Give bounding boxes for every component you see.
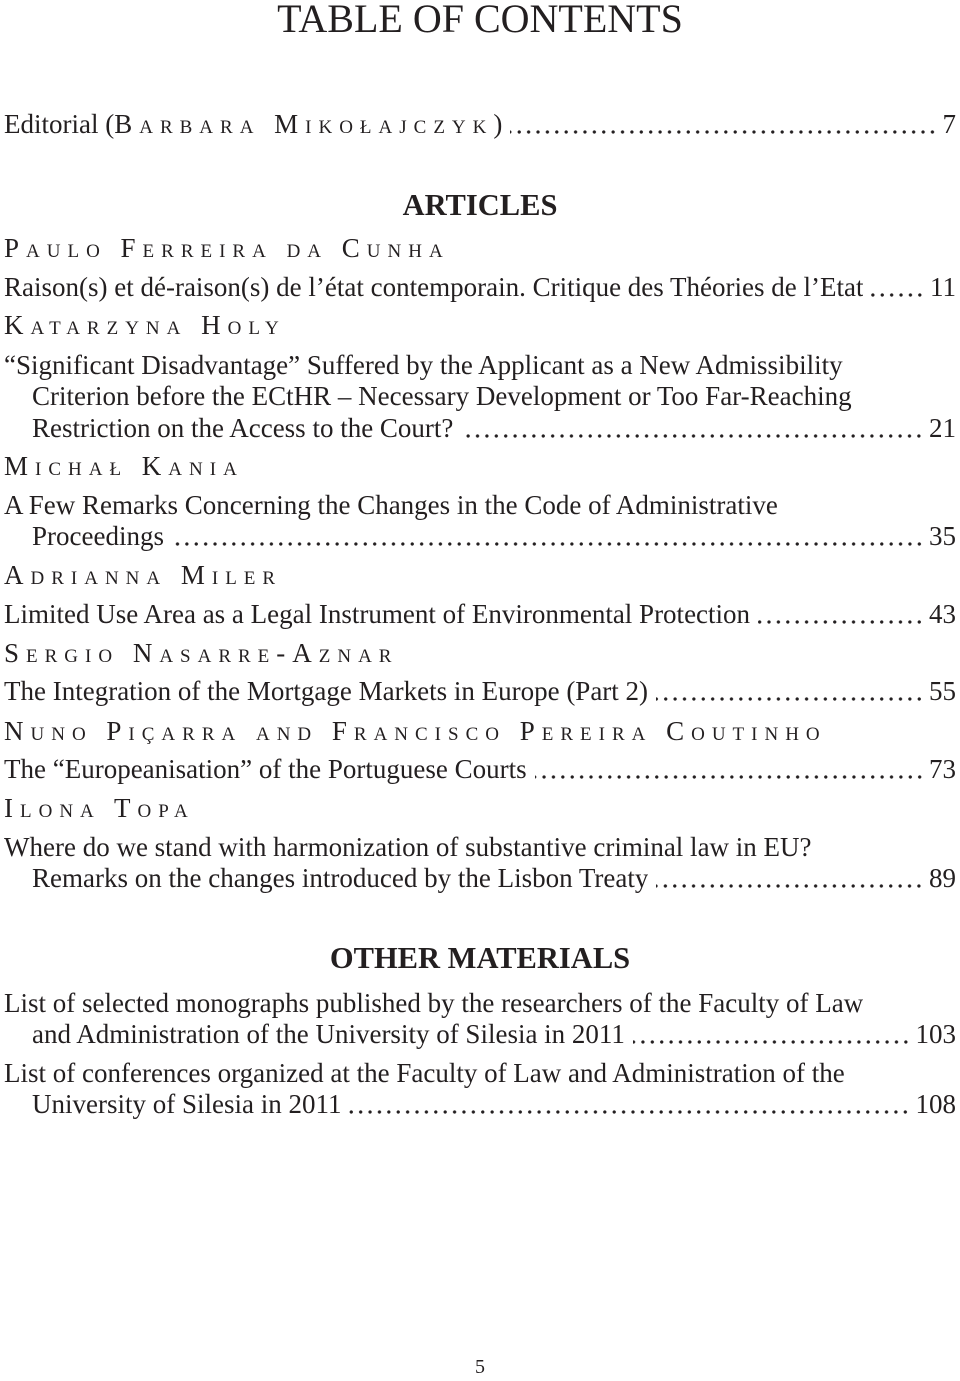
entry-title-line bbox=[4, 988, 956, 1019]
page-ref: 7 bbox=[942, 109, 956, 139]
entry-title: List of selected monographs published by the researchers of the Faculty of Law bbox=[4, 988, 864, 1018]
entry-title-line bbox=[4, 676, 956, 707]
entry-title-line bbox=[4, 832, 956, 863]
entry-title-line bbox=[4, 1058, 956, 1089]
page-ref: 35 bbox=[929, 521, 956, 551]
entry-author bbox=[4, 793, 956, 824]
entry-title: The Integration of the Mortgage Markets in Europe (Part 2) bbox=[4, 676, 649, 706]
page-ref: 43 bbox=[929, 599, 956, 629]
author-name: Michał Kania bbox=[4, 451, 244, 481]
entry-title-line bbox=[4, 599, 956, 630]
entry-title: Restriction on the Access to the Court? bbox=[32, 413, 454, 443]
entry-author bbox=[4, 638, 956, 669]
author-name: Katarzyna Holy bbox=[4, 310, 286, 340]
entry-title-line bbox=[4, 754, 956, 785]
dot-leader bbox=[510, 109, 937, 140]
page-ref: 55 bbox=[929, 676, 956, 706]
entry-author bbox=[4, 233, 956, 264]
author-name: Adrianna Miler bbox=[4, 560, 283, 590]
entry-title-line bbox=[4, 490, 956, 521]
page-ref: 11 bbox=[930, 272, 956, 302]
author-name: Sergio Nasarre-Aznar bbox=[4, 638, 399, 668]
entry-title-line bbox=[32, 1089, 956, 1120]
entry-title: Where do we stand with harmonization of substantive criminal law in EU? bbox=[4, 832, 812, 862]
section-heading-articles: ARTICLES bbox=[402, 188, 558, 222]
entry-author bbox=[4, 716, 956, 747]
entry-title-line bbox=[32, 381, 956, 412]
dot-leader bbox=[871, 272, 925, 303]
dot-leader bbox=[172, 521, 924, 552]
entry-title: A Few Remarks Concerning the Changes in the Code of Administrative bbox=[4, 490, 778, 520]
entry-title: Raison(s) et dé-raison(s) de l’état contemporain. Critique des Théories de l’Etat bbox=[4, 272, 864, 302]
page-ref: 21 bbox=[929, 413, 956, 443]
entry-author bbox=[4, 560, 956, 591]
author-name: Paulo Ferreira da Cunha bbox=[4, 233, 450, 263]
dot-leader bbox=[656, 676, 924, 707]
toc-entry-editorial bbox=[4, 109, 956, 140]
entry-title: List of conferences organized at the Faculty of Law and Administration of the bbox=[4, 1058, 845, 1088]
entry-title-line bbox=[32, 863, 956, 894]
entry-author bbox=[4, 310, 956, 341]
dot-leader bbox=[535, 754, 924, 785]
entry-author bbox=[4, 451, 956, 482]
editorial-suffix: ) bbox=[493, 109, 503, 139]
entry-title: and Administration of the University of Silesia in 2011 bbox=[32, 1019, 625, 1049]
page-ref: 73 bbox=[929, 754, 956, 784]
entry-title: “Significant Disadvantage” Suffered by the Applicant as a New Admissibility bbox=[4, 350, 843, 380]
entry-title: University of Silesia in 2011 bbox=[32, 1089, 342, 1119]
dot-leader bbox=[461, 413, 924, 444]
page-number: 5 bbox=[475, 1356, 485, 1378]
page-ref: 89 bbox=[929, 863, 956, 893]
entry-title-line bbox=[4, 350, 956, 381]
entry-title: Criterion before the ECtHR – Necessary Development or Too Far-Reaching bbox=[32, 381, 852, 411]
entry-title-line bbox=[32, 521, 956, 552]
section-heading-other-materials: OTHER MATERIALS bbox=[329, 941, 631, 975]
dot-leader bbox=[349, 1089, 910, 1120]
editorial-author: Barbara Mikołajczyk bbox=[114, 109, 494, 139]
entry-title: The “Europeanisation” of the Portuguese Courts bbox=[4, 754, 527, 784]
entry-title-line bbox=[4, 272, 956, 303]
entry-title: Proceedings bbox=[32, 521, 164, 551]
author-name: Nuno Piçarra and Francisco Pereira Coutinho bbox=[4, 716, 827, 746]
dot-leader bbox=[758, 599, 924, 630]
author-name: Ilona Topa bbox=[4, 793, 195, 823]
entry-title-line bbox=[32, 1019, 956, 1050]
entry-title bbox=[4, 109, 502, 140]
entry-title: Limited Use Area as a Legal Instrument of Environmental Protection bbox=[4, 599, 751, 629]
dot-leader bbox=[633, 1019, 911, 1050]
dot-leader bbox=[656, 863, 924, 894]
entry-title: Remarks on the changes introduced by the Lisbon Treaty bbox=[32, 863, 649, 893]
entry-title-line bbox=[32, 413, 956, 444]
page-title: TABLE OF CONTENTS bbox=[277, 0, 683, 41]
page-ref: 103 bbox=[915, 1019, 956, 1049]
page-ref: 108 bbox=[915, 1089, 956, 1119]
editorial-label: Editorial ( bbox=[4, 109, 115, 139]
